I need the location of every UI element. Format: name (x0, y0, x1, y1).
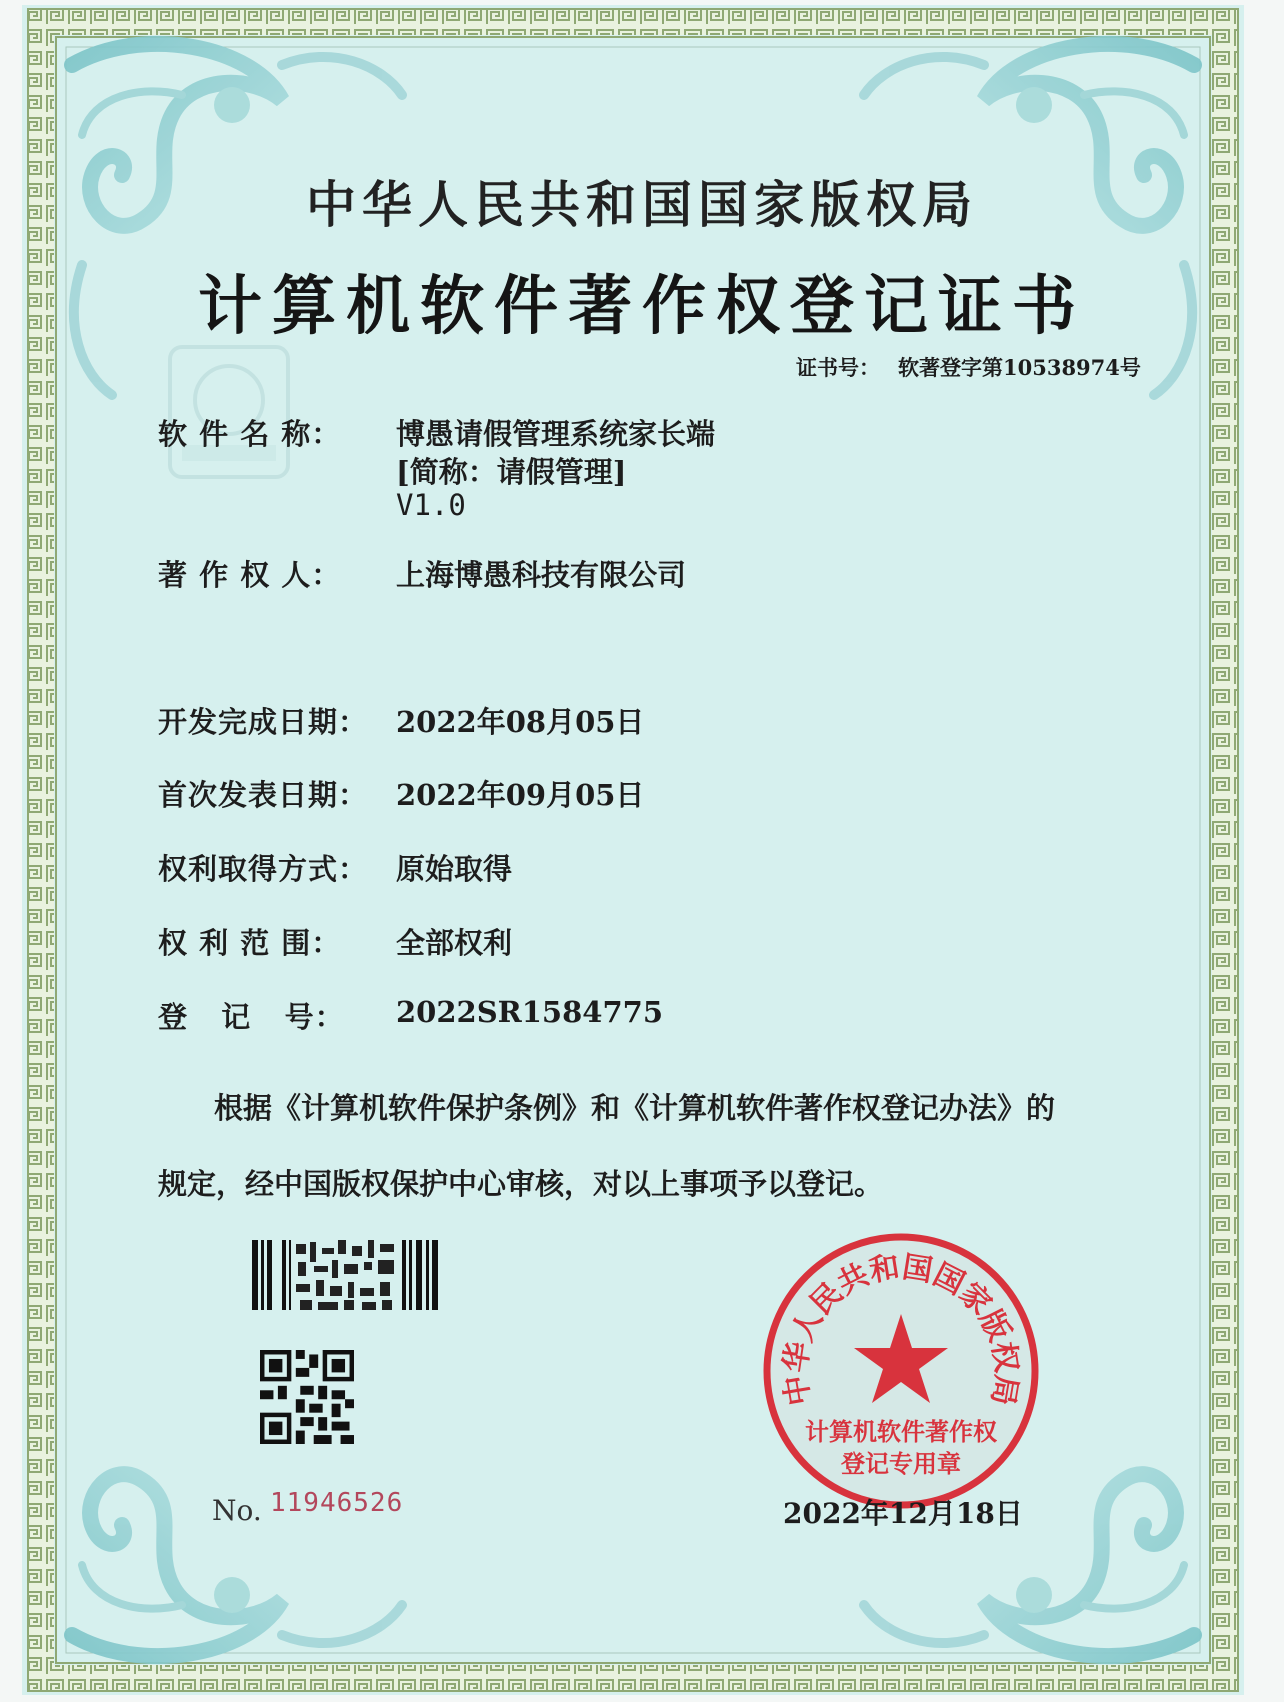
seal-center-line-2: 登记专用章 (841, 1450, 961, 1478)
scope-label: 权 利 范 围： (158, 926, 342, 960)
serial-label: No. (212, 1494, 262, 1527)
software-short-name: [简称：请假管理] (396, 455, 627, 489)
dev-completion-date: 2022年08月05日 (396, 705, 645, 739)
copyright-owner: 上海博愚科技有限公司 (396, 558, 687, 592)
copyright-owner-label: 著 作 权 人： (158, 558, 342, 592)
official-seal (762, 1232, 1040, 1510)
first-publication-date-label: 首次发表日期： (158, 778, 369, 812)
barcode (252, 1240, 438, 1310)
software-version: V1.0 (396, 488, 466, 522)
seal-ring-text: 中华人民共和国国家版权局 (778, 1249, 1024, 1408)
certificate-number: 软著登字第10538974号 (898, 355, 1141, 380)
certificate-number-label: 证书号： (796, 355, 880, 380)
statement-line-2: 规定，经中国版权保护中心审核，对以上事项予以登记。 (158, 1167, 884, 1201)
seal-center-line-1: 计算机软件著作权 (805, 1418, 997, 1446)
issue-date: 2022年12月18日 (783, 1497, 1023, 1530)
acquisition-method: 原始取得 (396, 852, 513, 886)
software-name-label: 软 件 名 称： (158, 417, 342, 451)
scope: 全部权利 (396, 926, 513, 960)
border-bottom (28, 1665, 1238, 1691)
first-publication-date: 2022年09月05日 (396, 778, 645, 812)
software-name: 博愚请假管理系统家长端 (396, 417, 716, 451)
acquisition-method-label: 权利取得方式： (158, 852, 369, 886)
issuing-office: 中华人民共和国国家版权局 (306, 176, 978, 234)
dev-completion-date-label: 开发完成日期： (158, 705, 369, 739)
border-top (28, 9, 1238, 35)
registration-number: 2022SR1584775 (396, 995, 664, 1029)
registration-number-label: 登 记 号： (158, 1000, 345, 1034)
serial-number: 11946526 (270, 1488, 404, 1518)
statement-line-1: 根据《计算机软件保护条例》和《计算机软件著作权登记办法》的 (214, 1091, 1056, 1125)
certificate-title: 计算机软件著作权登记证书 (198, 269, 1086, 344)
qr-code (260, 1350, 354, 1444)
